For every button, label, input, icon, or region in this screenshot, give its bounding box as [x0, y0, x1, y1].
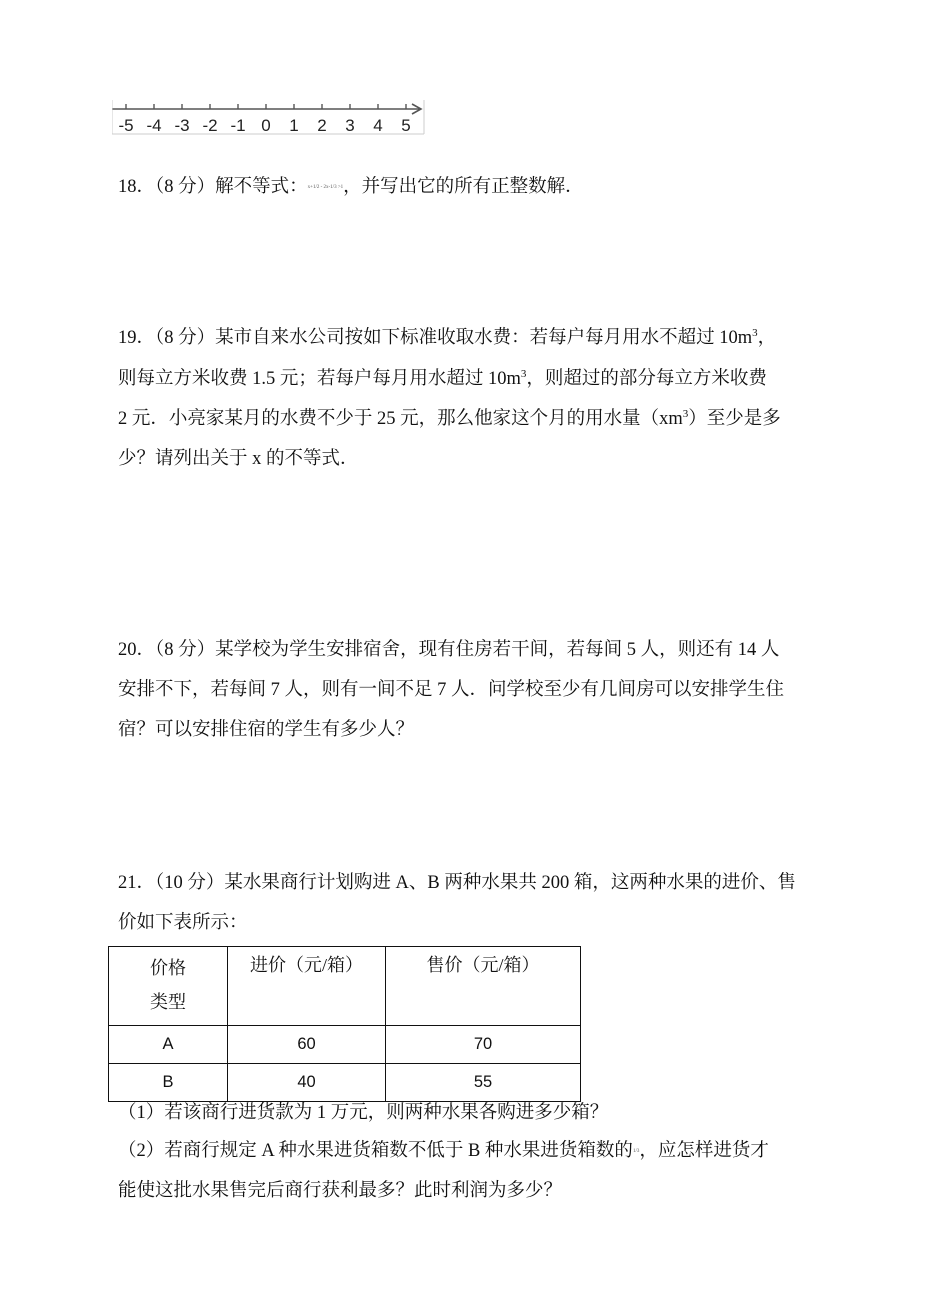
row-b-type: B — [109, 1064, 228, 1102]
q20-line-3: 宿？可以安排住宿的学生有多少人？ — [118, 720, 415, 740]
q19-line-2 — [118, 366, 767, 392]
number-line — [112, 100, 428, 140]
q21-line-1: 21．（10 分）某水果商行计划购进 A、B 两种水果共 200 箱，这两种水果的进价、售 — [118, 873, 796, 893]
price-table-header-row — [109, 947, 581, 1026]
number-line-label: 3 — [345, 116, 355, 135]
q19-line-3 — [118, 406, 781, 432]
q20-line-1: 20．（8 分）某学校为学生安排宿舍，现有住房若干间，若每间 5 人，则还有 14 人 — [118, 640, 780, 660]
number-line-label: 4 — [373, 116, 383, 135]
q19-sup-3: 3 — [682, 407, 689, 420]
row-a-type: A — [109, 1026, 228, 1064]
row-a-sale: 70 — [386, 1026, 581, 1064]
number-line-label: -5 — [118, 116, 134, 135]
q19-text-1b: ， — [757, 328, 777, 348]
price-table-corner — [109, 947, 228, 1026]
q20-line-2: 安排不下，若每间 7 人，则有一间不足 7 人．问学校至少有几间房可以安排学生住 — [118, 680, 785, 700]
question-18 — [118, 174, 584, 200]
q21-sub-1: （1）若该商行进货款为 1 万元，则两种水果各购进多少箱？ — [118, 1103, 609, 1123]
row-a-cost: 60 — [228, 1026, 386, 1064]
number-line-label: -2 — [202, 116, 218, 135]
number-line-label: 1 — [289, 116, 299, 135]
number-line-label: 2 — [317, 116, 327, 135]
q21-sub-2a: （2）若商行规定 A 种水果进货箱数不低于 B 种水果进货箱数的 — [118, 1141, 633, 1161]
row-b-sale: 55 — [386, 1064, 581, 1102]
q18-suffix: ，并写出它的所有正整数解． — [343, 177, 584, 197]
header-sale — [386, 947, 581, 1026]
table-row — [109, 1026, 581, 1064]
number-line-label: -1 — [230, 116, 246, 135]
q18-prefix: 18．（8 分）解不等式： — [118, 177, 308, 197]
number-line-label: 0 — [261, 116, 271, 135]
number-line-label: -3 — [174, 116, 190, 135]
q21-sub-2b: ，应怎样进货才 — [639, 1141, 769, 1161]
row-b-cost: 40 — [228, 1064, 386, 1102]
header-sale-label: 售价（元/箱） — [426, 955, 540, 975]
q19-text-2b: ，则超过的部分每立方米收费 — [526, 369, 767, 389]
corner-top-label: 价格 — [150, 958, 186, 978]
corner-bottom-label: 类型 — [150, 992, 186, 1012]
number-line-label: -4 — [146, 116, 162, 135]
header-cost — [228, 947, 386, 1026]
q19-sup-2: 3 — [520, 367, 527, 380]
q19-text-2a: 则每立方米收费 1.5 元；若每户每月用水超过 10m — [118, 369, 521, 389]
price-table — [108, 946, 581, 1102]
q21-line-2: 价如下表所示： — [118, 913, 248, 933]
q21-sub-2 — [118, 1138, 769, 1164]
number-line-label: 5 — [401, 116, 411, 135]
q21-sub-2-frac: 1/3 — [632, 1148, 640, 1154]
q18-formula: x+1/2 - 2x-1/3 >1 — [307, 184, 344, 190]
q21-sub-2-line-2: 能使这批水果售完后商行获利最多？此时利润为多少？ — [118, 1181, 563, 1201]
q19-text-3a: 2 元．小亮家某月的水费不少于 25 元，那么他家这个月的用水量（xm — [118, 409, 683, 429]
header-cost-label: 进价（元/箱） — [249, 955, 363, 975]
table-row — [109, 1064, 581, 1102]
q19-line-1 — [118, 325, 776, 351]
q19-line-4: 少？请列出关于 x 的不等式． — [118, 449, 359, 469]
q19-sup-1: 3 — [752, 326, 758, 339]
q19-text-1a: 19．（8 分）某市自来水公司按如下标准收取水费：若每户每月用水不超过 10m — [118, 328, 753, 348]
q19-text-3b: ）至少是多 — [688, 409, 781, 429]
